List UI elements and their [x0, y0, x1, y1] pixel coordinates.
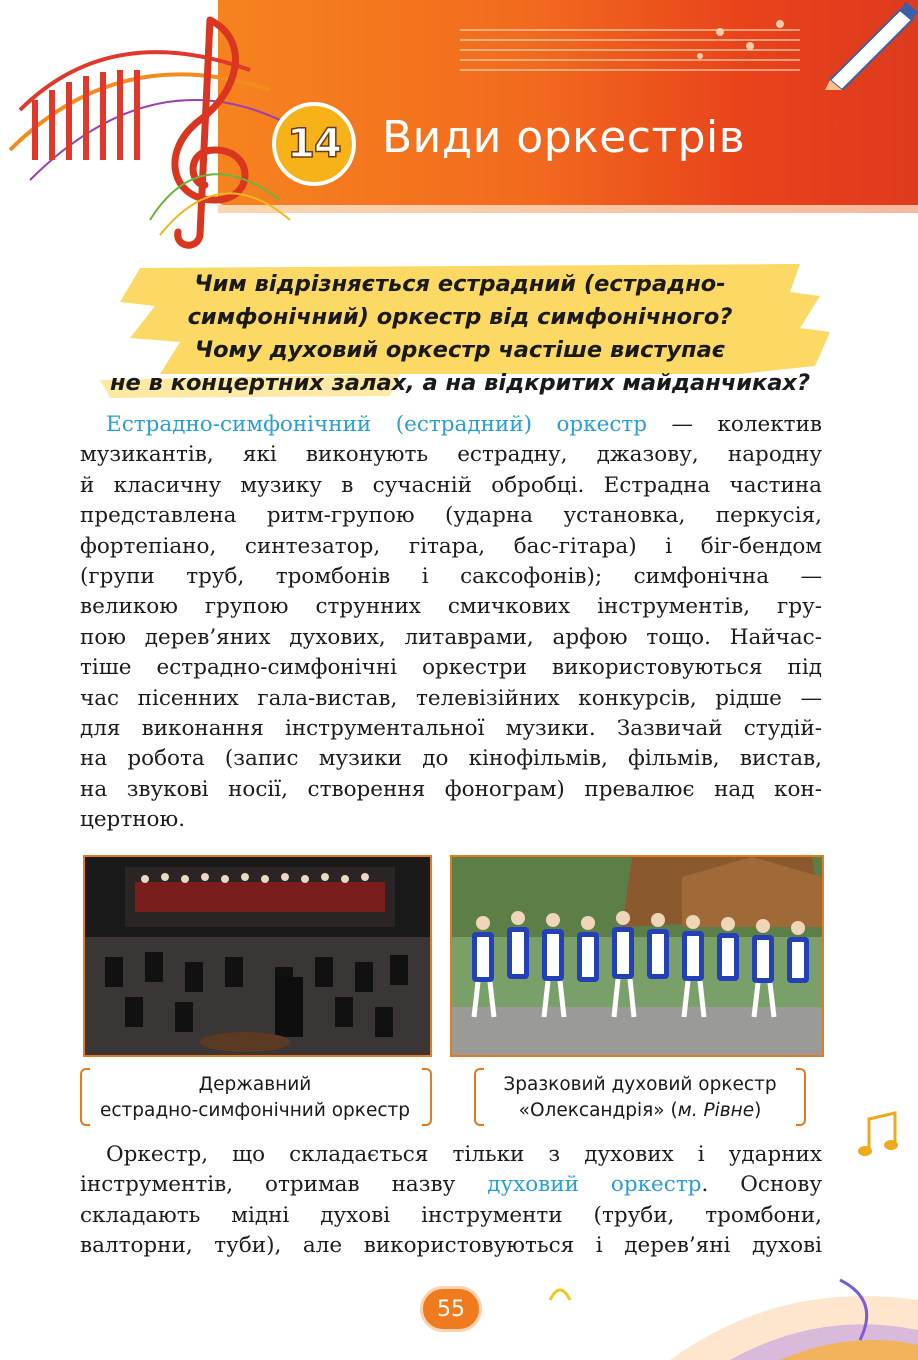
pencil-icon	[800, 0, 918, 90]
caption-line: Зразковий духовий оркестр	[503, 1074, 777, 1095]
chapter-title: Види оркестрів	[382, 112, 746, 163]
paragraph-line	[80, 1170, 822, 1200]
paragraph-text: — колектив	[647, 412, 823, 437]
question-line: не в концертних залах, а на відкритих майданчиках?	[109, 370, 810, 396]
paragraph-line	[80, 410, 822, 440]
music-note-icon	[855, 1105, 905, 1165]
paragraph-line: час пісенних гала-вистав, телевізійних конкурсів, рідше —	[80, 685, 822, 711]
paragraph-line: на звукові носії, створення фонограм) превалює над кон-	[80, 776, 822, 802]
caption-line	[470, 1098, 810, 1124]
caption-text: «Олександрія» (	[518, 1100, 678, 1121]
paragraph-line: на робота (запис музики до кінофільмів, фільмів, вистав,	[80, 746, 822, 772]
paragraph-line: представлена ритм-групою (ударна установка, перкусія,	[80, 503, 822, 529]
bottom-decoration	[520, 1260, 918, 1360]
chapter-number-badge	[272, 102, 356, 186]
page-number: 55	[420, 1286, 482, 1332]
paragraph-line: тіше естрадно-симфонічні оркестри використовуються під	[80, 655, 822, 681]
paragraph-line: фортепіано, синтезатор, гітара, бас-гітара) і біг-бендом	[80, 533, 822, 559]
lesson-questions	[80, 268, 840, 400]
paragraph-line: складають мідні духові інструменти (труби, тромбони,	[80, 1202, 822, 1228]
paragraph-line: великою групою струнних смичкових інструментів, гру-	[80, 594, 822, 620]
paragraph-line: музикантів, які виконують естрадну, джазову, народну	[80, 442, 822, 468]
paragraph-brass-band	[80, 1140, 822, 1262]
paragraph-line: для виконання інструментальної музики. Зазвичай студій-	[80, 716, 822, 742]
caption-text: )	[754, 1100, 762, 1121]
caption-line: Державний	[198, 1074, 312, 1095]
paragraph-line: валторни, туби), але використовуються і дерев’яні духові	[80, 1233, 822, 1259]
caption-city: м. Рівне	[677, 1100, 755, 1121]
question-line: Чим відрізняється естрадний (естрадно-	[194, 271, 726, 297]
paragraph-estrada-orchestra	[80, 410, 822, 836]
paragraph-line: цертною.	[80, 807, 186, 833]
photo-brass-band-oleksandriia	[450, 855, 824, 1057]
caption-estrada-orchestra	[80, 1072, 430, 1130]
term-estrada-orchestra: Естрадно-симфонічний (естрадний) оркестр	[106, 412, 648, 437]
paragraph-line: (групи труб, тромбонів і саксофонів); симфонічна —	[80, 564, 822, 590]
chapter-number: 14	[287, 121, 341, 167]
caption-brass-band	[470, 1072, 810, 1130]
paragraph-line: й класичну музику в сучасній обробці. Естрадна частина	[80, 472, 822, 498]
paragraph-line: пою дерев’яних духових, литаврами, арфою тощо. Найчас-	[80, 624, 822, 650]
question-line: Чому духовий оркестр частіше виступає	[194, 337, 726, 363]
paragraph-line: Оркестр, що складається тільки з духових і ударних	[106, 1142, 822, 1167]
caption-line: естрадно-симфонічний оркестр	[99, 1100, 411, 1121]
paragraph-text: інструментів, отримав назву	[80, 1172, 488, 1198]
term-brass-band: духовий оркестр	[487, 1172, 702, 1198]
photo-estrada-symphony-orchestra	[83, 855, 432, 1057]
question-line: симфонічний) оркестр від симфонічного?	[187, 304, 733, 330]
paragraph-text: . Основу	[701, 1172, 822, 1198]
